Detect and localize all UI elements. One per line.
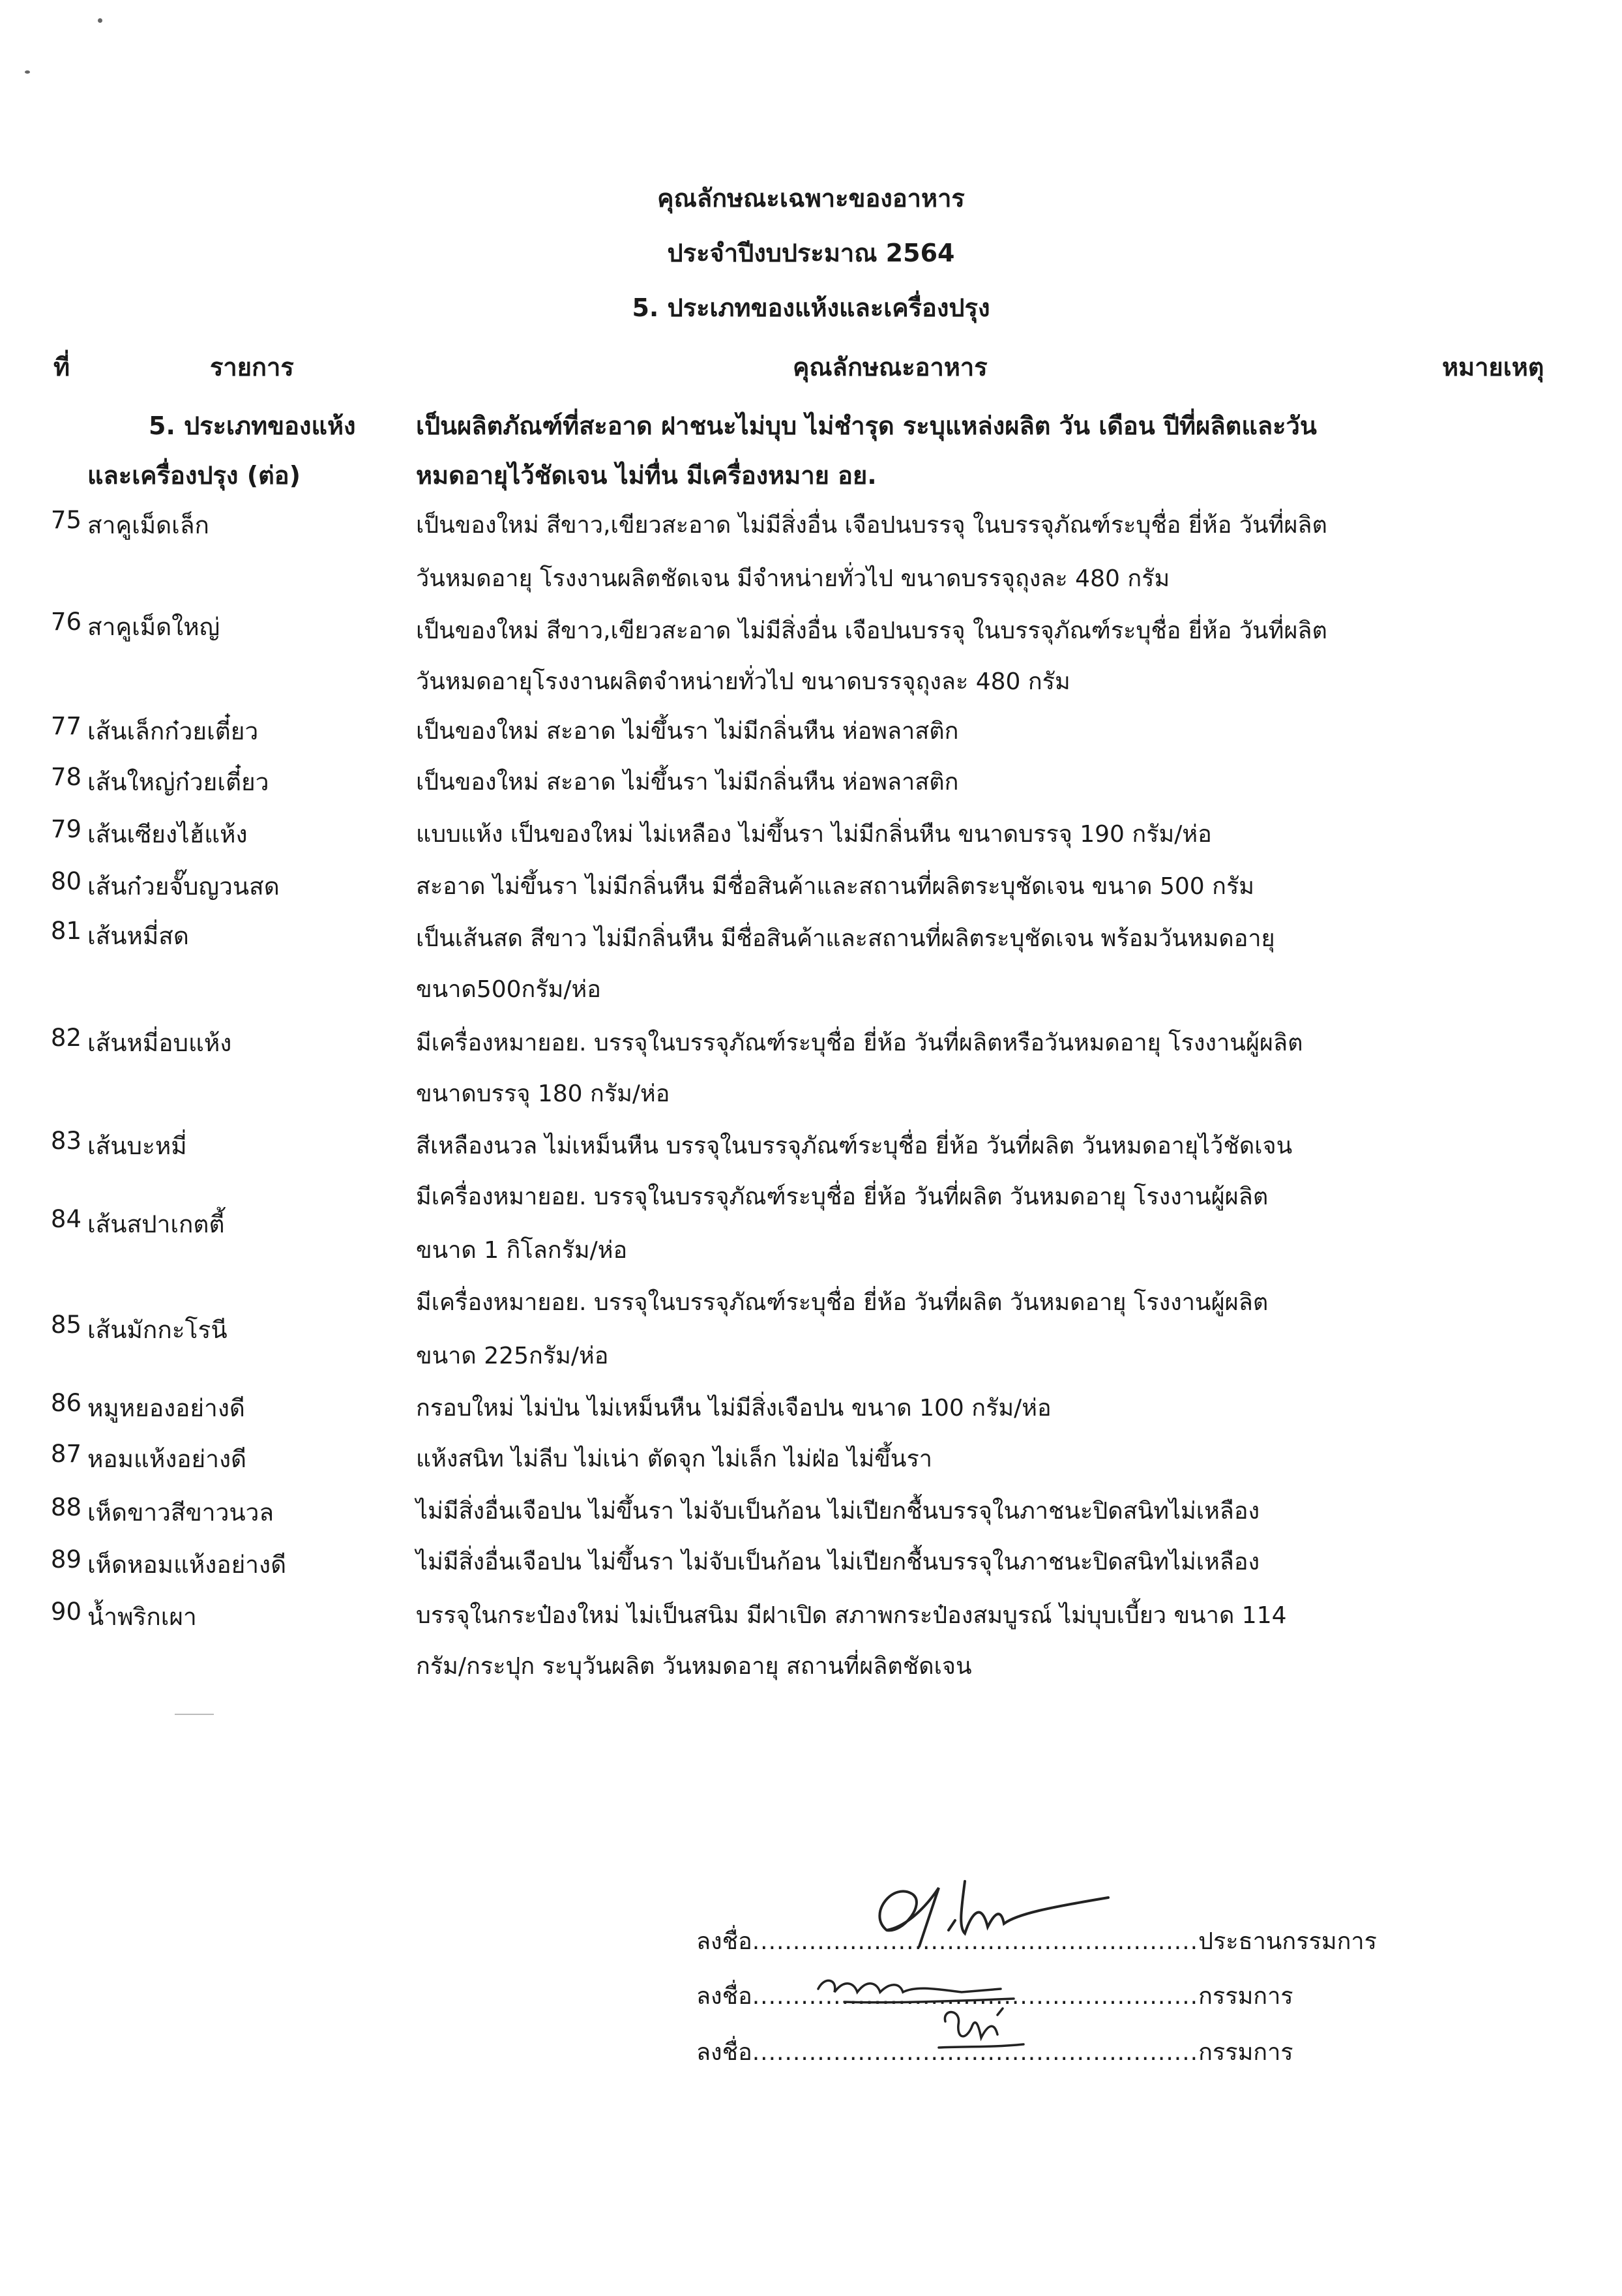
- header-remark: หมายเหตุ: [1442, 353, 1544, 381]
- row-spec-line: ขนาด 225กรัม/ห่อ: [416, 1343, 609, 1369]
- row-spec-line: มีเครื่องหมายอย. บรรจุในบรรจุภัณฑ์ระบุชื่อ ยี่ห้อ วันที่ผลิต วันหมดอายุ โรงงานผู้ผลิต: [416, 1184, 1269, 1210]
- row-item-name: เส้นก๋วยจั๊บญวนสด: [87, 872, 280, 901]
- category-title: 5. ประเภทของแห้งและเครื่องปรุง: [632, 293, 990, 322]
- document-title: คุณลักษณะเฉพาะของอาหาร: [657, 184, 965, 213]
- row-number: 76: [50, 608, 81, 636]
- signature-role: กรรมการ: [1198, 1983, 1293, 2010]
- row-number: 85: [50, 1311, 81, 1339]
- row-number: 86: [50, 1389, 81, 1417]
- section-name-line-2: และเครื่องปรุง (ต่อ): [87, 461, 301, 490]
- row-item-name: เส้นเซียงไฮ้แห้ง: [87, 820, 248, 848]
- row-number: 79: [50, 815, 81, 843]
- row-spec-line: ขนาด500กรัม/ห่อ: [416, 976, 601, 1003]
- row-number: 82: [50, 1024, 81, 1052]
- scan-speck: [175, 1714, 214, 1715]
- header-spec: คุณลักษณะอาหาร: [793, 353, 988, 381]
- signature-prefix: ลงชื่อ: [696, 1928, 752, 1955]
- row-number: 78: [50, 763, 81, 791]
- row-item-name: สาคูเม็ดเล็ก: [87, 511, 209, 539]
- row-spec-line: ขนาดบรรจุ 180 กรัม/ห่อ: [416, 1081, 670, 1107]
- row-spec-line: เป็นของใหม่ สีขาว,เขียวสะอาด ไม่มีสิ่งอื่น เจือปนบรรจุ ในบรรจุภัณฑ์ระบุชื่อ ยี่ห้อ วันที่ผลิต: [416, 512, 1327, 539]
- header-item: รายการ: [210, 353, 294, 381]
- row-number: 83: [50, 1127, 81, 1155]
- row-item-name: หอมแห้งอย่างดี: [87, 1445, 247, 1473]
- row-item-name: เส้นเล็กก๋วยเตี๋ยว: [87, 717, 259, 745]
- signature-prefix: ลงชื่อ: [696, 1983, 752, 2010]
- row-spec-line: สีเหลืองนวล ไม่เหม็นหืน บรรจุในบรรจุภัณฑ์ระบุชื่อ ยี่ห้อ วันที่ผลิต วันหมดอายุไว้ชัดเจน: [416, 1133, 1293, 1159]
- row-item-name: หมูหยองอย่างดี: [87, 1394, 245, 1422]
- row-spec-line: บรรจุในกระป๋องใหม่ ไม่เป็นสนิม มีฝาเปิด สภาพกระป๋องสมบูรณ์ ไม่บุบเบี้ยว ขนาด 114: [416, 1602, 1287, 1629]
- row-spec-line: ไม่มีสิ่งอื่นเจือปน ไม่ขึ้นรา ไม่จับเป็นก้อน ไม่เปียกชื้นบรรจุในภาชนะปิดสนิทไม่เหลือง: [416, 1498, 1260, 1525]
- row-spec-line: แห้งสนิท ไม่ลีบ ไม่เน่า ตัดจุก ไม่เล็ก ไม่ฝ่อ ไม่ขึ้นรา: [416, 1446, 932, 1472]
- row-spec-line: วันหมดอายุโรงงานผลิตจำหน่ายทั่วไป ขนาดบรรจุถุงละ 480 กรัม: [416, 668, 1070, 695]
- scan-speck: [98, 18, 102, 23]
- row-spec-line: เป็นของใหม่ สะอาด ไม่ขึ้นรา ไม่มีกลิ่นหืน ห่อพลาสติก: [416, 718, 959, 745]
- signature-dots: .......................................................: [752, 2039, 1199, 2066]
- row-spec-line: เป็นเส้นสด สีขาว ไม่มีกลิ่นหืน มีชื่อสินค้าและสถานที่ผลิตระบุชัดเจน พร้อมวันหมดอายุ: [416, 925, 1275, 952]
- fiscal-year-title: ประจำปีงบประมาณ 2564: [667, 239, 955, 267]
- row-item-name: เห็ดหอมแห้งอย่างดี: [87, 1551, 287, 1579]
- header-no: ที่: [53, 353, 70, 381]
- row-spec-line: ขนาด 1 กิโลกรัม/ห่อ: [416, 1237, 628, 1264]
- row-number: 89: [50, 1545, 81, 1573]
- row-spec-line: ไม่มีสิ่งอื่นเจือปน ไม่ขึ้นรา ไม่จับเป็นก้อน ไม่เปียกชื้นบรรจุในภาชนะปิดสนิทไม่เหลือง: [416, 1549, 1260, 1575]
- handwritten-signature-chairman: [841, 1868, 1115, 1966]
- row-number: 87: [50, 1440, 81, 1468]
- document-title-block: [0, 171, 1622, 335]
- row-spec-line: กรัม/กระปุก ระบุวันผลิต วันหมดอายุ สถานที่ผลิตชัดเจน: [416, 1653, 972, 1680]
- row-spec-line: เป็นของใหม่ สีขาว,เขียวสะอาด ไม่มีสิ่งอื่น เจือปนบรรจุ ในบรรจุภัณฑ์ระบุชื่อ ยี่ห้อ วันที่ผลิต: [416, 618, 1327, 644]
- row-item-name: เส้นสปาเกตตี้: [87, 1210, 225, 1238]
- signature-dots: .......................................................: [752, 1983, 1199, 2010]
- section-spec-line-2: หมดอายุไว้ชัดเจน ไม่ทื่น มีเครื่องหมาย อย.: [416, 461, 877, 490]
- signature-dots: .......................................................: [752, 1928, 1199, 1955]
- row-item-name: สาคูเม็ดใหญ่: [87, 613, 220, 641]
- row-spec-line: เป็นของใหม่ สะอาด ไม่ขึ้นรา ไม่มีกลิ่นหืน ห่อพลาสติก: [416, 769, 959, 796]
- row-item-name: เส้นบะหมี่: [87, 1132, 187, 1160]
- signature-prefix: ลงชื่อ: [696, 2039, 752, 2066]
- row-item-name: เห็ดขาวสีขาวนวล: [87, 1498, 274, 1527]
- row-spec-line: กรอบใหม่ ไม่ป่น ไม่เหม็นหืน ไม่มีสิ่งเจือปน ขนาด 100 กรัม/ห่อ: [416, 1395, 1052, 1422]
- row-number: 88: [50, 1493, 81, 1521]
- row-number: 80: [50, 867, 81, 895]
- section-name-line-1: 5. ประเภทของแห้ง: [149, 411, 356, 440]
- row-item-name: น้ำพริกเผา: [87, 1603, 197, 1631]
- row-spec-line: แบบแห้ง เป็นของใหม่ ไม่เหลือง ไม่ขึ้นรา ไม่มีกลิ่นหืน ขนาดบรรจุ 190 กรัม/ห่อ: [416, 821, 1212, 848]
- scan-speck: [25, 70, 30, 74]
- handwritten-signature-member-2: [926, 2002, 1043, 2061]
- row-number: 84: [50, 1205, 81, 1233]
- row-item-name: เส้นหมี่สด: [87, 922, 189, 950]
- row-spec-line: มีเครื่องหมายอย. บรรจุในบรรจุภัณฑ์ระบุชื่อ ยี่ห้อ วันที่ผลิตหรือวันหมดอายุ โรงงานผู้ผลิต: [416, 1030, 1303, 1056]
- row-number: 75: [50, 506, 81, 534]
- row-item-name: เส้นมักกะโรนี: [87, 1316, 228, 1344]
- signature-role: ประธานกรรมการ: [1198, 1928, 1377, 1955]
- row-spec-line: สะอาด ไม่ขึ้นรา ไม่มีกลิ่นหืน มีชื่อสินค้าและสถานที่ผลิตระบุชัดเจน ขนาด 500 กรัม: [416, 873, 1255, 900]
- row-number: 77: [50, 712, 81, 740]
- row-spec-line: วันหมดอายุ โรงงานผลิตชัดเจน มีจำหน่ายทั่วไป ขนาดบรรจุถุงละ 480 กรัม: [416, 565, 1170, 592]
- row-item-name: เส้นใหญ่ก๋วยเตี๋ยว: [87, 768, 269, 796]
- row-number: 81: [50, 917, 81, 945]
- row-item-name: เส้นหมี่อบแห้ง: [87, 1029, 232, 1057]
- row-spec-line: มีเครื่องหมายอย. บรรจุในบรรจุภัณฑ์ระบุชื่อ ยี่ห้อ วันที่ผลิต วันหมดอายุ โรงงานผู้ผลิต: [416, 1289, 1269, 1316]
- signature-role: กรรมการ: [1198, 2039, 1293, 2066]
- section-spec-line-1: เป็นผลิตภัณฑ์ที่สะอาด ฝาชนะไม่บุบ ไม่ชำรุด ระบุแหล่งผลิต วัน เดือน ปีที่ผลิตและวัน: [416, 411, 1317, 440]
- row-number: 90: [50, 1598, 81, 1626]
